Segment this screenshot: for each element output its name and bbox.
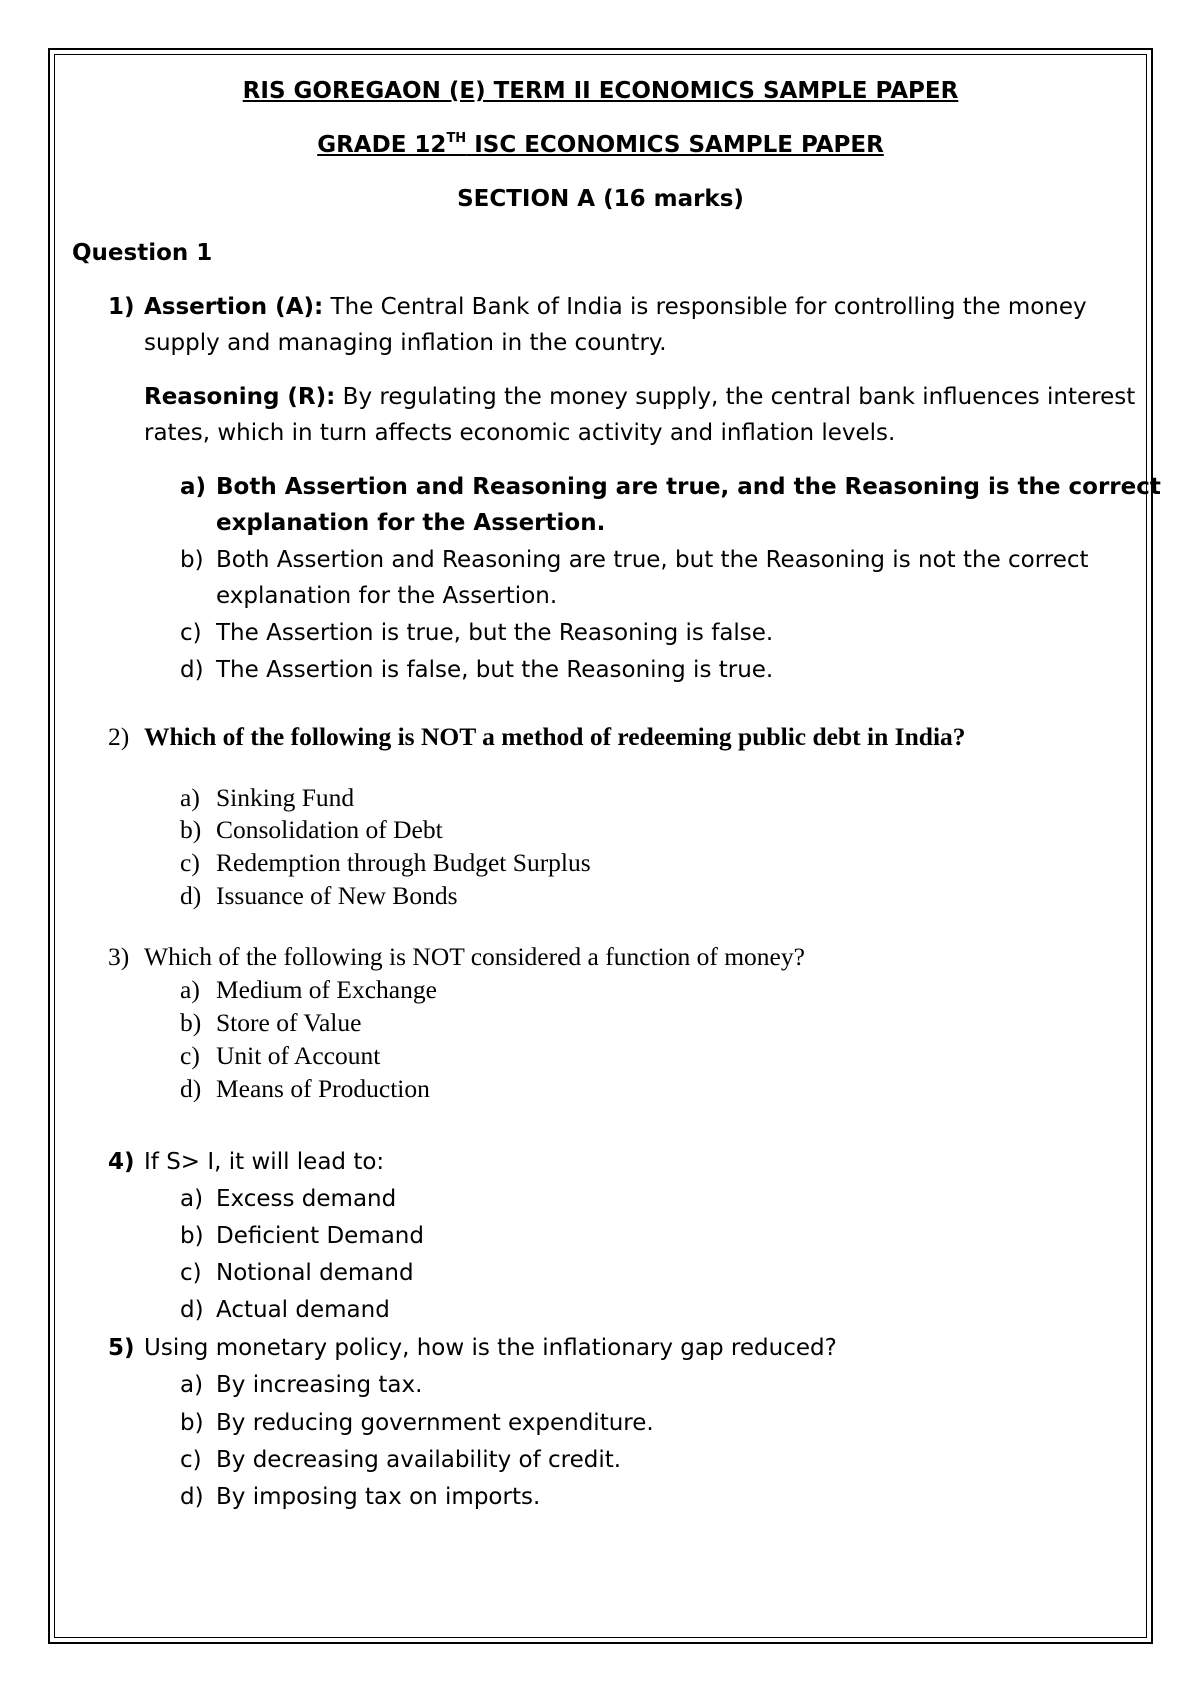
q2-option-d-text: Issuance of New Bonds — [216, 881, 458, 910]
q3-option-a — [180, 975, 437, 1005]
q5-option-a-text: By increasing tax. — [216, 1372, 423, 1398]
q2-option-a-letter: a) — [180, 783, 200, 812]
grade-title-sup: TH — [446, 131, 467, 146]
q2-option-b-text: Consolidation of Debt — [216, 815, 443, 844]
q4-option-b-letter: b) — [180, 1223, 204, 1249]
q4-text: If S> I, it will lead to: — [144, 1149, 385, 1175]
q3-option-c-letter: c) — [180, 1041, 200, 1070]
q3-option-b — [180, 1008, 361, 1038]
q5-option-b — [180, 1410, 654, 1436]
document-title: RIS GOREGAON (E) TERM II ECONOMICS SAMPLE PAPER — [242, 78, 959, 104]
q2-option-d-letter: d) — [180, 881, 202, 910]
q4-option-a — [180, 1186, 396, 1212]
q2-option-c-text: Redemption through Budget Surplus — [216, 848, 591, 877]
q1-option-c-letter: c) — [180, 620, 202, 646]
q4-option-b — [180, 1223, 424, 1249]
q1-assertion-line2: supply and managing inflation in the country. — [144, 330, 667, 356]
q3-text: Which of the following is NOT considered a function of money? — [144, 942, 805, 971]
q5-number: 5) — [108, 1335, 135, 1361]
q3-option-d-text: Means of Production — [216, 1074, 430, 1103]
q3-option-d-letter: d) — [180, 1074, 202, 1103]
q4-option-c-text: Notional demand — [216, 1260, 414, 1286]
q5-option-b-letter: b) — [180, 1410, 204, 1436]
q2-text: Which of the following is NOT a method of redeeming public debt in India? — [144, 722, 966, 751]
q3-option-c-text: Unit of Account — [216, 1041, 381, 1070]
q2-question — [108, 722, 966, 752]
q4-option-a-letter: a) — [180, 1186, 204, 1212]
q5-text: Using monetary policy, how is the inflationary gap reduced? — [144, 1335, 837, 1361]
q1-option-b-line2: explanation for the Assertion. — [216, 583, 558, 609]
question-heading: Question 1 — [72, 240, 213, 266]
q2-option-c-letter: c) — [180, 848, 200, 877]
q1-reasoning-line2: rates, which in turn affects economic activity and inflation levels. — [144, 420, 896, 446]
q1-option-a-text: Both Assertion and Reasoning are true, and the Reasoning is the correct — [216, 474, 1161, 500]
grade-title-pre: GRADE 12 — [317, 132, 447, 158]
q3-option-a-letter: a) — [180, 975, 200, 1004]
q1-option-d-text: The Assertion is false, but the Reasoning is true. — [216, 657, 774, 683]
q1-option-a-letter: a) — [180, 474, 207, 500]
q5-option-b-text: By reducing government expenditure. — [216, 1410, 654, 1436]
q1-reasoning-text: By regulating the money supply, the central bank influences interest — [335, 384, 1136, 410]
q5-option-a-letter: a) — [180, 1372, 204, 1398]
q5-option-c — [180, 1447, 621, 1473]
q4-option-d-letter: d) — [180, 1297, 204, 1323]
grade-title — [54, 132, 1147, 158]
q2-option-d — [180, 881, 458, 911]
q3-option-b-text: Store of Value — [216, 1008, 362, 1037]
q3-option-d — [180, 1074, 430, 1104]
q1-option-b-letter: b) — [180, 547, 204, 573]
q4-option-b-text: Deficient Demand — [216, 1223, 424, 1249]
q1-number: 1) — [108, 294, 135, 320]
q4-option-a-text: Excess demand — [216, 1186, 397, 1212]
q5-option-c-letter: c) — [180, 1447, 202, 1473]
q1-option-a — [180, 474, 1161, 500]
q4-number: 4) — [108, 1149, 135, 1175]
q1-option-c — [180, 620, 773, 646]
q3-option-a-text: Medium of Exchange — [216, 975, 437, 1004]
q5-option-d-letter: d) — [180, 1484, 204, 1510]
q1-assertion-text: The Central Bank of India is responsible for controlling the money — [323, 294, 1087, 320]
q5-option-c-text: By decreasing availability of credit. — [216, 1447, 622, 1473]
q1-reasoning-label: Reasoning (R): — [144, 384, 336, 410]
q3-question — [108, 942, 805, 972]
q4-option-d — [180, 1297, 390, 1323]
q1-option-d-letter: d) — [180, 657, 204, 683]
q2-option-c — [180, 848, 591, 878]
q5-question — [108, 1335, 837, 1361]
q1-option-c-text: The Assertion is true, but the Reasoning is false. — [216, 620, 774, 646]
q1-option-a-line2: explanation for the Assertion. — [216, 510, 606, 536]
grade-title-post: ISC ECONOMICS SAMPLE PAPER — [466, 132, 884, 158]
page-border-inner — [54, 54, 1147, 1638]
q2-option-b — [180, 815, 443, 845]
q3-number: 3) — [108, 942, 130, 971]
section-heading: SECTION A (16 marks) — [457, 186, 744, 212]
q2-option-a — [180, 783, 354, 813]
q5-option-d-text: By imposing tax on imports. — [216, 1484, 541, 1510]
q5-option-d — [180, 1484, 540, 1510]
q1-option-b-text: Both Assertion and Reasoning are true, but the Reasoning is not the correct — [216, 547, 1089, 573]
q1-assertion-label: Assertion (A): — [144, 294, 324, 320]
q4-question — [108, 1149, 384, 1175]
q4-option-d-text: Actual demand — [216, 1297, 390, 1323]
q2-option-a-text: Sinking Fund — [216, 783, 355, 812]
q1-reasoning-line1 — [144, 384, 1135, 410]
q3-option-b-letter: b) — [180, 1008, 202, 1037]
q3-option-c — [180, 1041, 380, 1071]
q2-option-b-letter: b) — [180, 815, 202, 844]
q5-option-a — [180, 1372, 422, 1398]
q1-option-d — [180, 657, 773, 683]
q1-option-b — [180, 547, 1089, 573]
q1-assertion-line1 — [108, 294, 1087, 320]
q4-option-c — [180, 1260, 414, 1286]
q2-number: 2) — [108, 722, 130, 751]
q4-option-c-letter: c) — [180, 1260, 202, 1286]
